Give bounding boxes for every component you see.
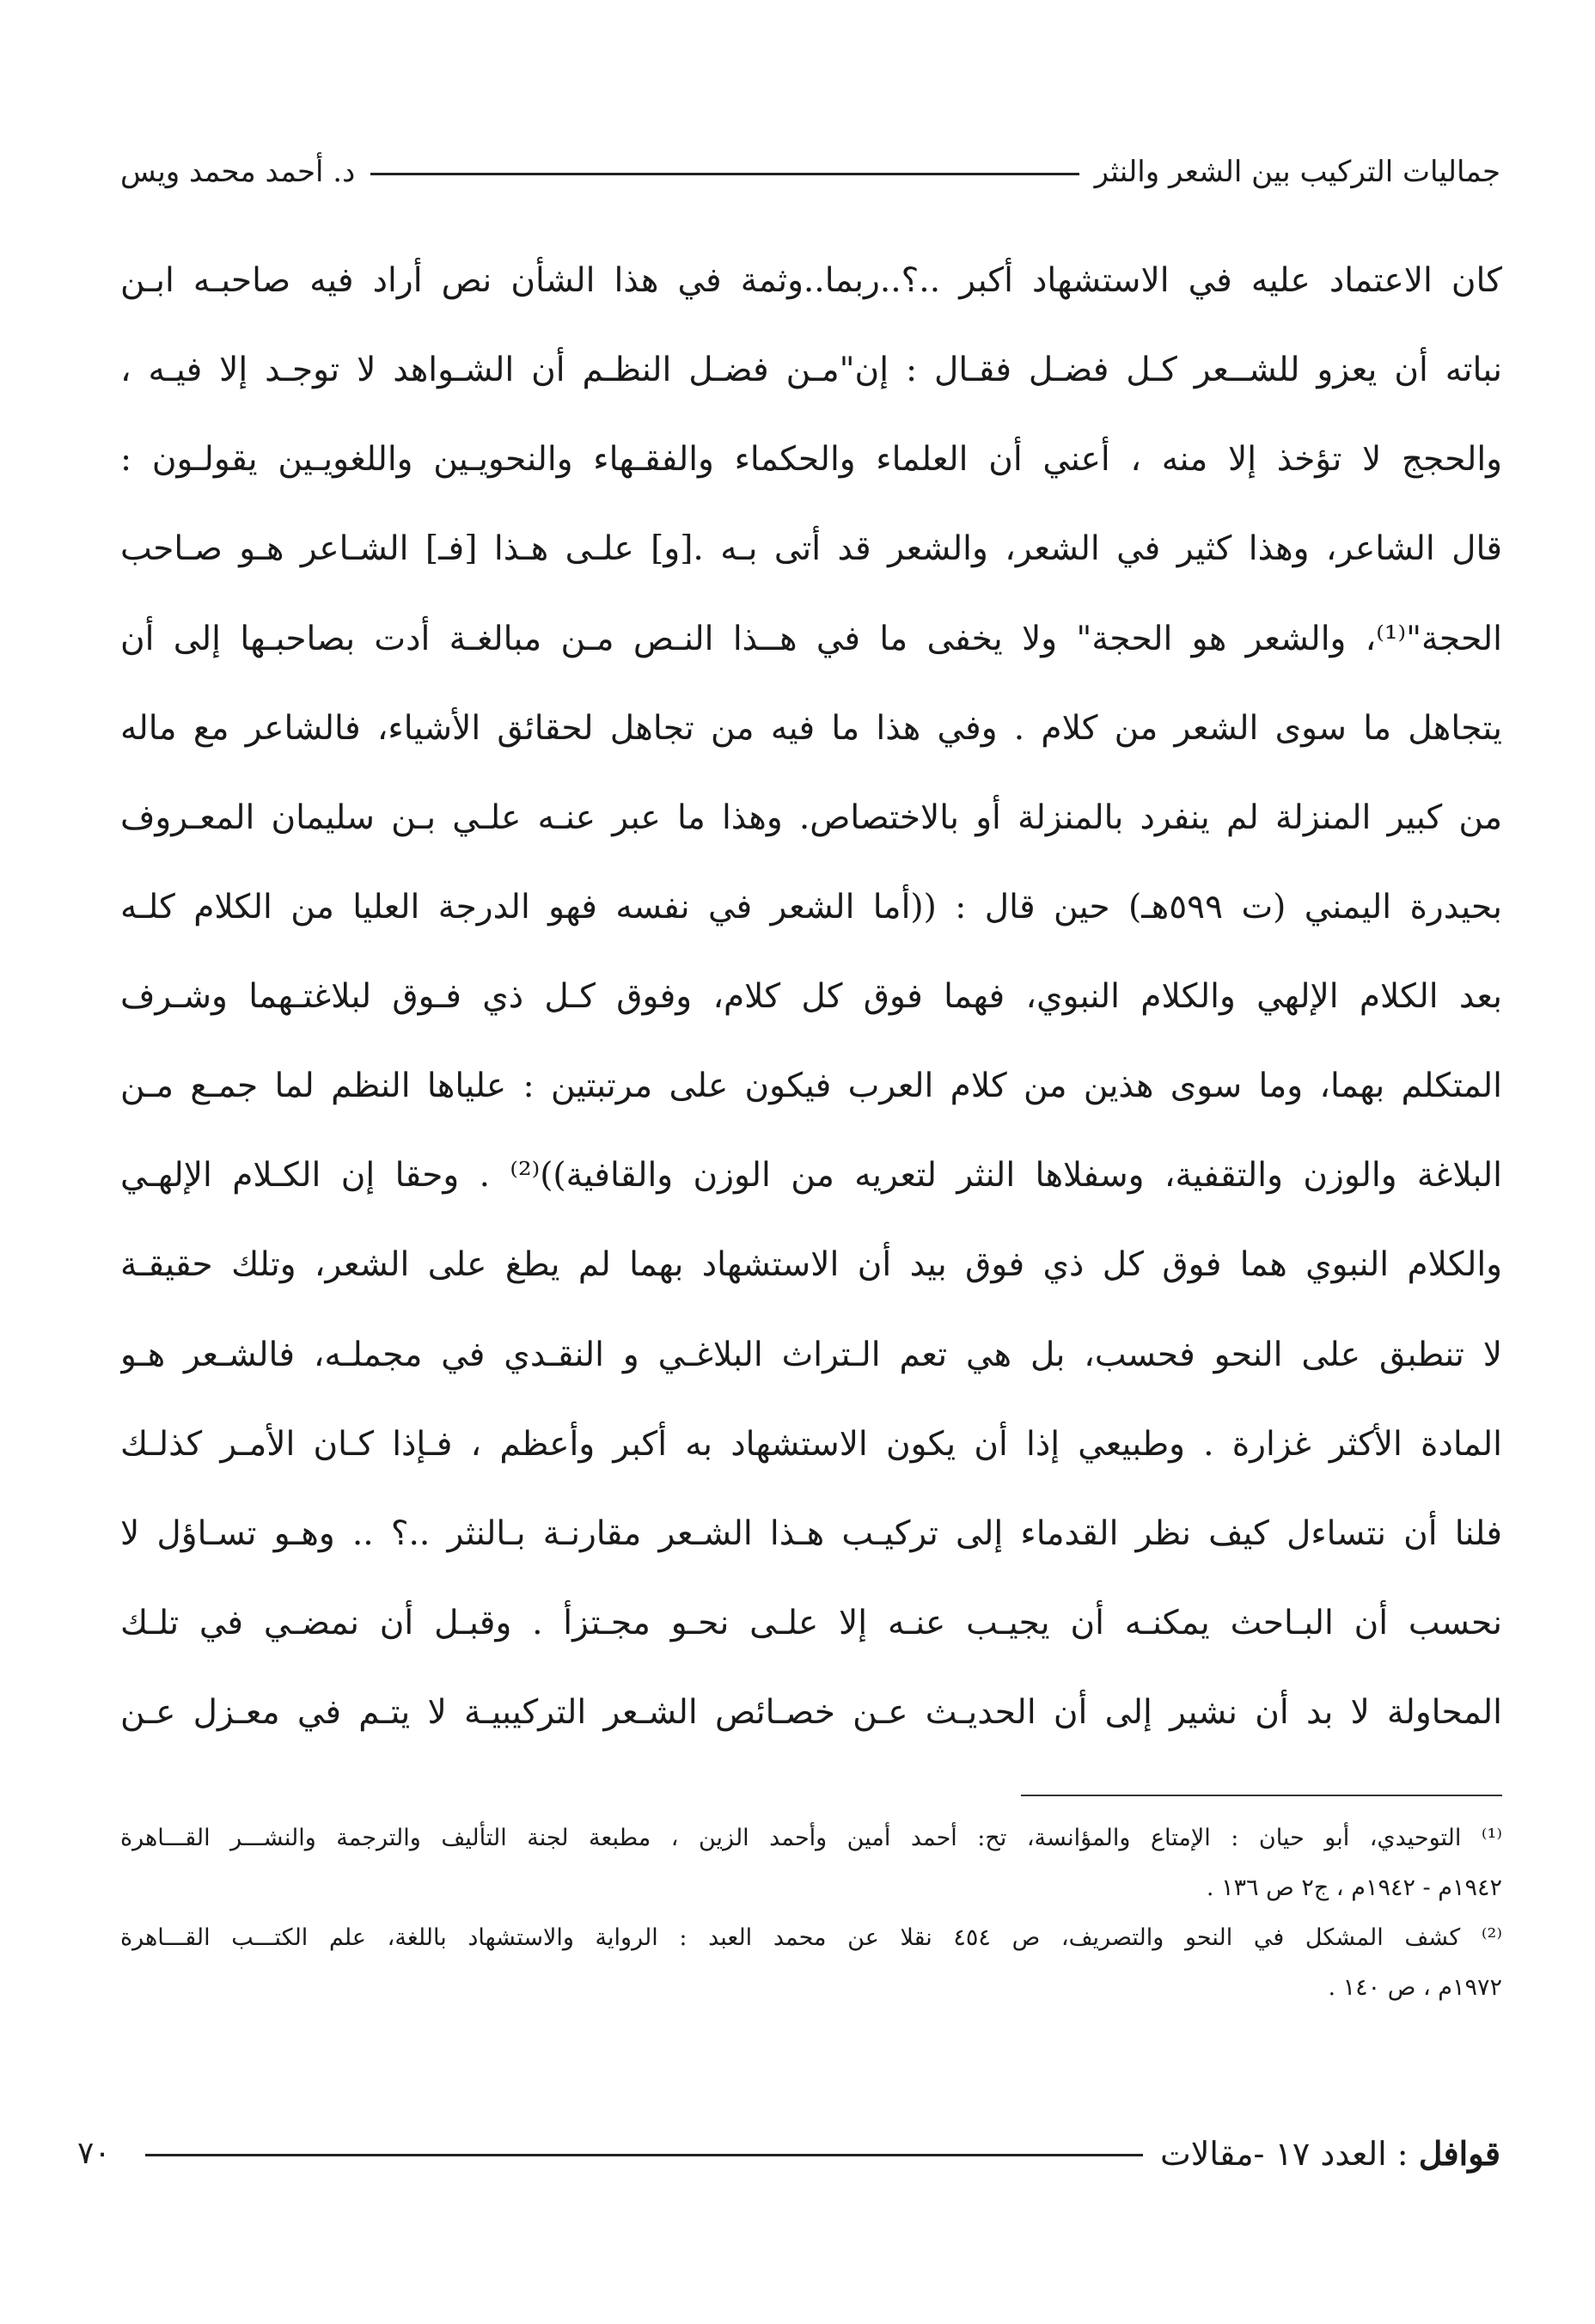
body-line: نباته أن يعزو للشــعر كـل فضـل فقـال : إن"مـن فضـل النظـم أن الشـواهد لا توجـد إلا فيـه ، [120,351,1502,390]
body-line: المتكلم بهما، وما سوى هذين من كلام العرب فيكون على مرتبتين : علياها النظم لما جمـع مـن [120,1067,1502,1106]
body-line: قال الشاعر، وهذا كثير في الشعر، والشعر قد أتى بـه .[و] علـى هـذا [فـ] الشـاعر هـو صـاحب [120,529,1502,569]
body-line: الحجة"⁽¹⁾، والشعر هو الحجة" ولا يخفى ما في هــذا النـص مـن مبالغـة أدت بصاحبـها إلى أن [120,619,1502,658]
body-line: فلنا أن نتساءل كيف نظر القدماء إلى تركيـب هـذا الشـعر مقارنـة بـالنثر ..؟ .. وهـو تسـاؤل لا [120,1514,1502,1553]
footnote-1-line-2: ١٩٤٢م - ١٩٤٢م ، ج٢ ص ١٣٦ . [1206,1874,1502,1901]
footnote-2-line-1: ⁽²⁾ كشف المشكل في النحو والتصريف، ص ٤٥٤ نقلا عن محمد العبد : الرواية والاستشهاد باللغة، علم الكتـــب القـــاهرة [120,1924,1502,1951]
footnote-1-line-1: ⁽¹⁾ التوحيدي، أبو حيان : الإمتاع والمؤانسة، تح: أحمد أمين وأحمد الزين ، مطبعة لجنة التأليف والترجمة والنشـــر القـــاهرة [120,1825,1502,1851]
body-line: المحاولة لا بد أن نشير إلى أن الحديـث عـن خصـائص الشـعر التركيبيـة لا يتـم في معـزل عـن [120,1693,1502,1732]
body-line: والكلام النبوي هما فوق كل ذي فوق بيد أن الاستشهاد بهما لم يطغ على الشعر، وتلك حقيقـة [120,1245,1502,1285]
footnote-separator [1021,1795,1502,1796]
body-line: البلاغة والوزن والتقفية، وسفلاها النثر لتعريه من الوزن والقافية))⁽²⁾ . وحقا إن الكـلام الإلهـي [120,1156,1502,1196]
footnotes [120,1813,1502,2013]
running-title: جماليات التركيب بين الشعر والنثر [1094,155,1500,189]
body-line: لا تنطبق على النحو فحسب، بل هي تعم الـتراث البلاغـي و النقـدي في مجملـه، فالشـعر هـو [120,1335,1502,1374]
body-line: كان الاعتماد عليه في الاستشهاد أكبر ..؟..ربما..وثمة في هذا الشأن نص أراد فيه صاحبـه ابـن [120,261,1502,300]
page-header [120,146,1500,198]
body-line: بحيدرة اليمني (ت ٥٩٩هـ) حين قال : ((أما الشعر في نفسه فهو الدرجة العليا من الكلام كلـه [120,887,1502,927]
body-line: والحجج لا تؤخذ إلا منه ، أعني أن العلماء والحكماء والفقـهاء والنحويـين واللغويـين يقولـون : [120,440,1502,480]
body-line: يتجاهل ما سوى الشعر من كلام . وفي هذا ما فيه من تجاهل لحقائق الأشياء، فالشاعر مع ماله [120,708,1502,748]
footer-rule [145,2154,1143,2156]
journal-name: قوافل [1418,2133,1500,2173]
body-line: المادة الأكثر غزارة . وطبيعي إذا أن يكون الاستشهاد به أكبر وأعظم ، فـإذا كـان الأمـر كذلـك [120,1424,1502,1464]
body-line: بعد الكلام الإلهي والكلام النبوي، فهما فوق كل كلام، وفوق كـل ذي فـوق لبلاغتـهما وشـرف [120,977,1502,1016]
header-rule [370,173,1079,175]
body-text [120,249,1502,1745]
page-number: ٧٠ [77,2135,111,2171]
running-author: د. أحمد محمد ويس [120,155,356,189]
journal-issue [1160,2134,1500,2173]
page-footer [77,2123,1500,2183]
body-line: من كبير المنزلة لم ينفرد بالمنزلة أو بالاختصاص. وهذا ما عبر عنـه علـي بـن سليمان المعـروف [120,798,1502,837]
footnote-2-line-2: ١٩٧٢م ، ص ١٤٠ . [1328,1974,1502,2001]
issue-label: : العدد ١٧ -مقالات [1159,2134,1409,2173]
body-line: نحسب أن البـاحث يمكنـه أن يجيـب عنـه إلا علـى نحـو مجـتزأ . وقبـل أن نمضـي في تلـك [120,1603,1502,1642]
